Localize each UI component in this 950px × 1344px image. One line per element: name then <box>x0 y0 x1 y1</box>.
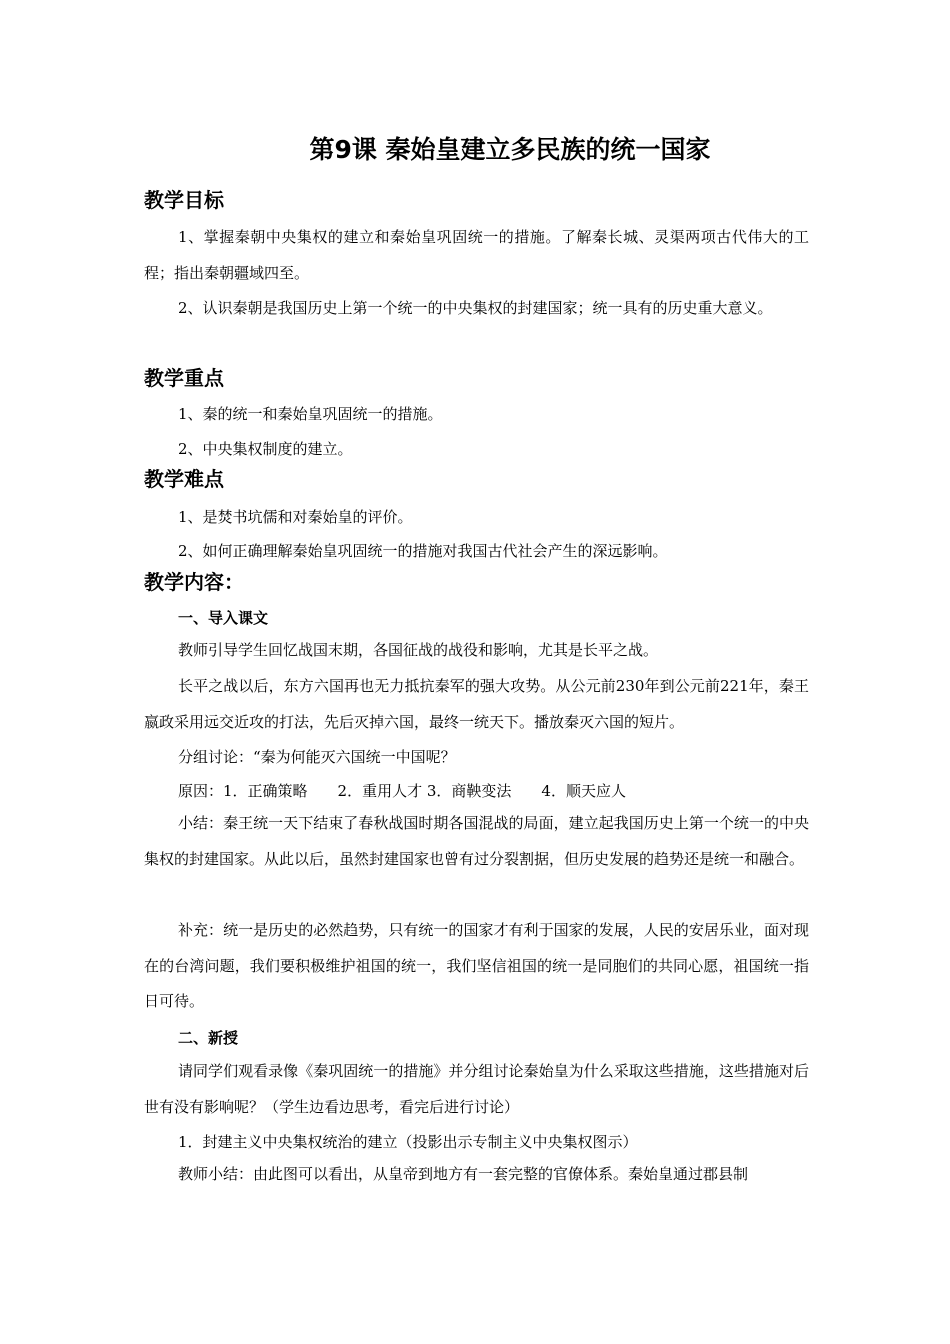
heading-key-points: 教学重点 <box>144 366 224 390</box>
key-point-item-1: 1、秦的统一和秦始皇巩固统一的措施。 <box>178 405 443 423</box>
heading-difficulties: 教学难点 <box>144 467 224 491</box>
part1-paragraph-3: 分组讨论：“秦为何能灭六国统一中国呢？ <box>178 748 456 766</box>
part2-paragraph-3: 教师小结：由此图可以看出，从皇帝到地方有一套完整的官僚体系。秦始皇通过郡县制 <box>178 1165 749 1183</box>
heading-content: 教学内容： <box>144 570 244 594</box>
part1-supplement: 补充：统一是历史的必然趋势，只有统一的国家才有利于国家的发展，人民的安居乐业，面对现在的台湾问题，我们要积极维护祖国的统一，我们坚信祖国的统一是同胞们的共同心愿，祖国统一指日可待。 <box>144 921 809 1010</box>
part1-paragraph-4: 原因：1．正确策略 2．重用人才 3．商鞅变法 4．顺天应人 <box>178 782 626 800</box>
heading-objectives: 教学目标 <box>144 188 224 212</box>
difficulty-item-1: 1、是焚书坑儒和对秦始皇的评价。 <box>178 508 413 526</box>
part1-paragraph-1: 教师引导学生回忆战国末期，各国征战的战役和影响，尤其是长平之战。 <box>178 641 659 659</box>
part2-paragraph-2: 1．封建主义中央集权统治的建立（投影出示专制主义中央集权图示） <box>178 1133 638 1151</box>
key-point-item-2: 2、中央集权制度的建立。 <box>178 440 353 458</box>
objective-item-1: 1、掌握秦朝中央集权的建立和秦始皇巩固统一的措施。了解秦长城、灵渠两项古代伟大的工程；指出秦朝疆域四至。 <box>144 228 809 282</box>
objective-item-2: 2、认识秦朝是我国历史上第一个统一的中央集权的封建国家；统一具有的历史重大意义。 <box>178 299 773 317</box>
part1-summary: 小结：秦王统一天下结束了春秋战国时期各国混战的局面，建立起我国历史上第一个统一的中央集权的封建国家。从此以后，虽然封建国家也曾有过分裂割据，但历史发展的趋势还是统一和融合。 <box>144 814 809 868</box>
heading-part1-intro: 一、导入课文 <box>178 609 269 627</box>
page-title: 第9课 秦始皇建立多民族的统一国家 <box>309 135 711 164</box>
part2-paragraph-1: 请同学们观看录像《秦巩固统一的措施》并分组讨论秦始皇为什么采取这些措施，这些措施对后世有没有影响呢？（学生边看边思考，看完后进行讨论） <box>144 1062 809 1116</box>
difficulty-item-2: 2、如何正确理解秦始皇巩固统一的措施对我国古代社会产生的深远影响。 <box>178 542 668 560</box>
heading-part2-new: 二、新授 <box>178 1029 239 1047</box>
part1-paragraph-2: 长平之战以后，东方六国再也无力抵抗秦军的强大攻势。从公元前230年到公元前221年，秦王嬴政采用远交近攻的打法，先后灭掉六国，最终一统天下。播放秦灭六国的短片。 <box>144 677 809 731</box>
